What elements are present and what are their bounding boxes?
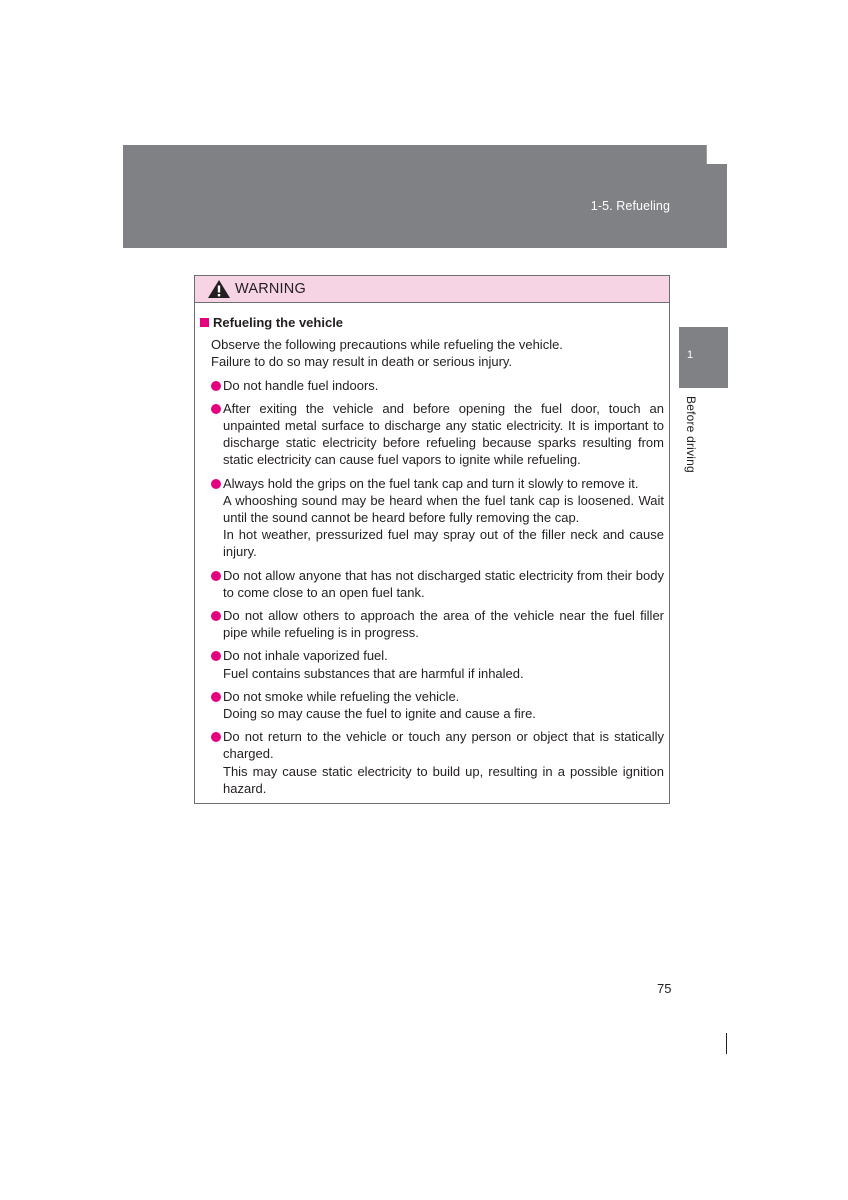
warning-triangle-icon (207, 279, 231, 299)
item-text: A whooshing sound may be heard when the fuel tank cap is loosened. Wait until the sound cannot be heard before fully removing the cap. (223, 492, 664, 526)
list-item (211, 567, 664, 601)
bullet-dot-icon (211, 611, 221, 621)
header-band (123, 145, 727, 248)
item-text: Always hold the grips on the fuel tank cap and turn it slowly to remove it. (223, 475, 639, 491)
warning-header (195, 276, 669, 303)
list-item (211, 647, 664, 681)
precaution-list (200, 377, 664, 797)
item-text: This may cause static electricity to build up, resulting in a possible ignition hazard. (223, 763, 664, 796)
chapter-label: Before driving (684, 396, 698, 473)
item-text: Do not allow others to approach the area of the vehicle near the fuel filler pipe while refueling is in progress. (223, 608, 664, 641)
chapter-number: 1 (687, 349, 694, 361)
item-text: Do not handle fuel indoors. (223, 377, 379, 393)
item-text: After exiting the vehicle and before opening the fuel door, touch an unpainted metal surface to discharge any static electricity. It is important to discharge static electricity before refueling because sparks resulting from static electricity can cause fuel vapors to ignite while refueling. (223, 400, 664, 468)
list-item (211, 400, 664, 469)
item-text: Do not smoke while refueling the vehicle. (223, 688, 460, 704)
item-text: In hot weather, pressurized fuel may spray out of the filler neck and cause injury. (223, 527, 664, 560)
chapter-tab (679, 327, 728, 388)
bullet-dot-icon (211, 479, 221, 489)
section-title: 1-5. Refueling (590, 199, 670, 213)
warning-title: WARNING (235, 281, 306, 297)
intro-line: Failure to do so may result in death or serious injury. (211, 354, 513, 370)
bullet-dot-icon (211, 651, 221, 661)
page-number: 75 (657, 981, 672, 996)
margin-rule (726, 1033, 727, 1054)
warning-intro (200, 336, 664, 370)
intro-line: Observe the following precautions while refueling the vehicle. (211, 337, 563, 353)
bullet-dot-icon (211, 692, 221, 702)
warning-body (195, 303, 669, 797)
list-item (211, 377, 664, 394)
item-text: Doing so may cause the fuel to ignite and cause a fire. (223, 706, 536, 722)
square-bullet-icon (200, 318, 209, 327)
item-text: Fuel contains substances that are harmful if inhaled. (223, 665, 524, 681)
bullet-dot-icon (211, 404, 221, 414)
item-text: Do not return to the vehicle or touch any person or object that is statically charged. (223, 729, 664, 762)
bullet-dot-icon (211, 571, 221, 581)
item-text: Do not allow anyone that has not discharged static electricity from their body to come close to an open fuel tank. (223, 567, 664, 600)
bullet-dot-icon (211, 381, 221, 391)
warning-subheading (200, 314, 664, 331)
subheading-text: Refueling the vehicle (213, 315, 344, 330)
header-notch (706, 145, 728, 164)
item-text: Do not inhale vaporized fuel. (223, 648, 388, 664)
warning-box (194, 275, 670, 804)
list-item (211, 607, 664, 641)
list-item (211, 475, 664, 561)
bullet-dot-icon (211, 732, 221, 742)
list-item (211, 688, 664, 722)
list-item (211, 728, 664, 797)
